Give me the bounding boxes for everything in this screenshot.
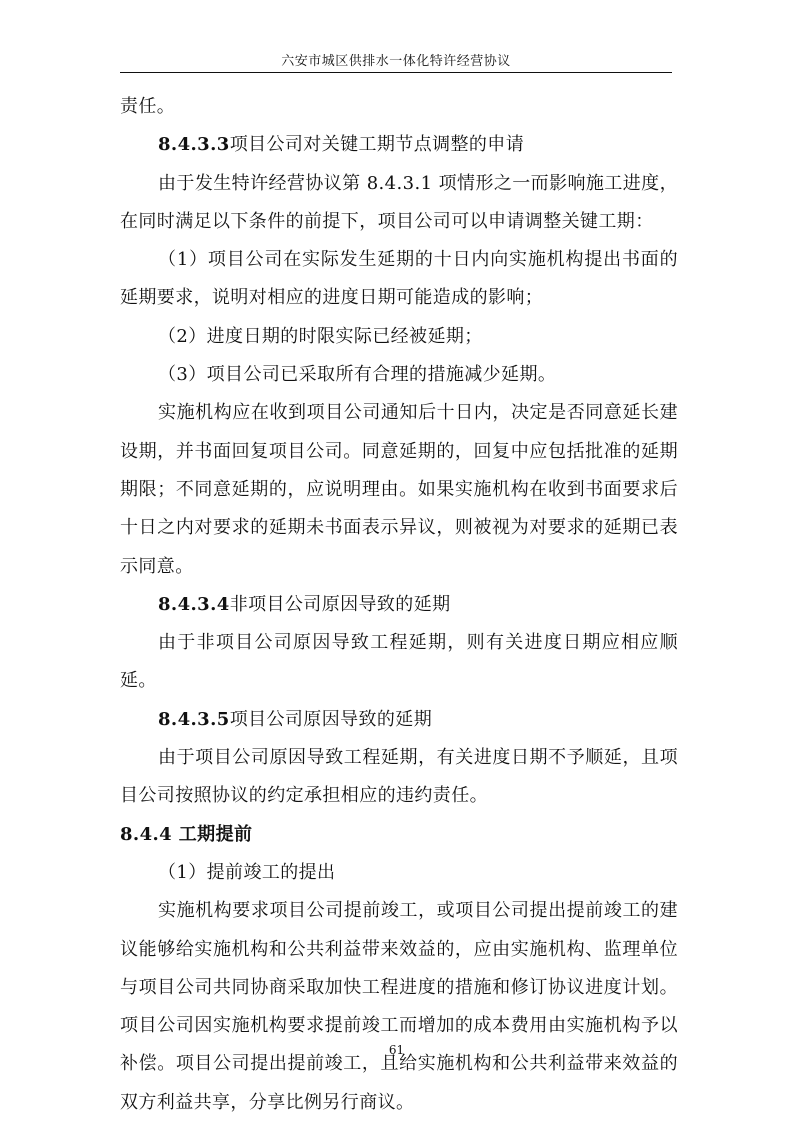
paragraph: 责任。 — [120, 96, 176, 117]
section-heading: 8.4.4 工期提前 — [120, 823, 253, 845]
clause-heading — [120, 701, 678, 739]
paragraph: 实施机构要求项目公司提前竣工，或项目公司提出提前竣工的建议能够给实施机构和公共利益带来效益的，应由实施机构、监理单位与项目公司共同协商采取加快工程进度的措施和修订协议进度计划。项目公司因实施机构要求提前竣工而增加的成本费用由实施机构予以补偿。项目公司提出提前竣工，且给实施机构和公共利益带来效益的双方利益共享，分享比例另行商议。 — [120, 900, 678, 1113]
clause-number: 8.4.3.3 — [158, 134, 230, 156]
clause-heading — [120, 126, 678, 164]
list-item: （1）项目公司在实际发生延期的十日内向实施机构提出书面的延期要求，说明对相应的进度日期可能造成的影响； — [120, 249, 678, 309]
clause-number: 8.4.3.4 — [158, 593, 230, 615]
document-body — [120, 88, 678, 1122]
paragraph: 由于项目公司原因导致工程延期，有关进度日期不予顺延，且项目公司按照协议的约定承担相应的违约责任。 — [120, 747, 678, 807]
list-item: （1）提前竣工的提出 — [158, 861, 336, 883]
page-number: 61 — [388, 1043, 405, 1057]
clause-title: 非项目公司原因导致的延期 — [229, 593, 451, 615]
list-item: （2）进度日期的时限实际已经被延期； — [158, 325, 483, 347]
clause-number: 8.4.3.5 — [158, 708, 230, 730]
header-rule — [120, 72, 672, 73]
paragraph: 由于非项目公司原因导致工程延期，则有关进度日期应相应顺延。 — [120, 632, 678, 692]
clause-heading — [120, 586, 678, 624]
list-item: （3）项目公司已采取所有合理的措施减少延期。 — [158, 364, 557, 386]
page-header: 六安市城区供排水一体化特许经营协议 — [281, 54, 511, 69]
clause-title: 项目公司原因导致的延期 — [229, 708, 433, 730]
clause-title: 项目公司对关键工期节点调整的申请 — [229, 134, 525, 156]
paragraph: 实施机构应在收到项目公司通知后十日内，决定是否同意延长建设期，并书面回复项目公司。同意延期的，回复中应包括批准的延期期限；不同意延期的，应说明理由。如果实施机构在收到书面要求后十日之内对要求的延期未书面表示异议，则被视为对要求的延期已表示同意。 — [120, 402, 678, 577]
paragraph: 由于发生特许经营协议第 8.4.3.1 项情形之一而影响施工进度，在同时满足以下条件的前提下，项目公司可以申请调整关键工期： — [120, 172, 678, 232]
